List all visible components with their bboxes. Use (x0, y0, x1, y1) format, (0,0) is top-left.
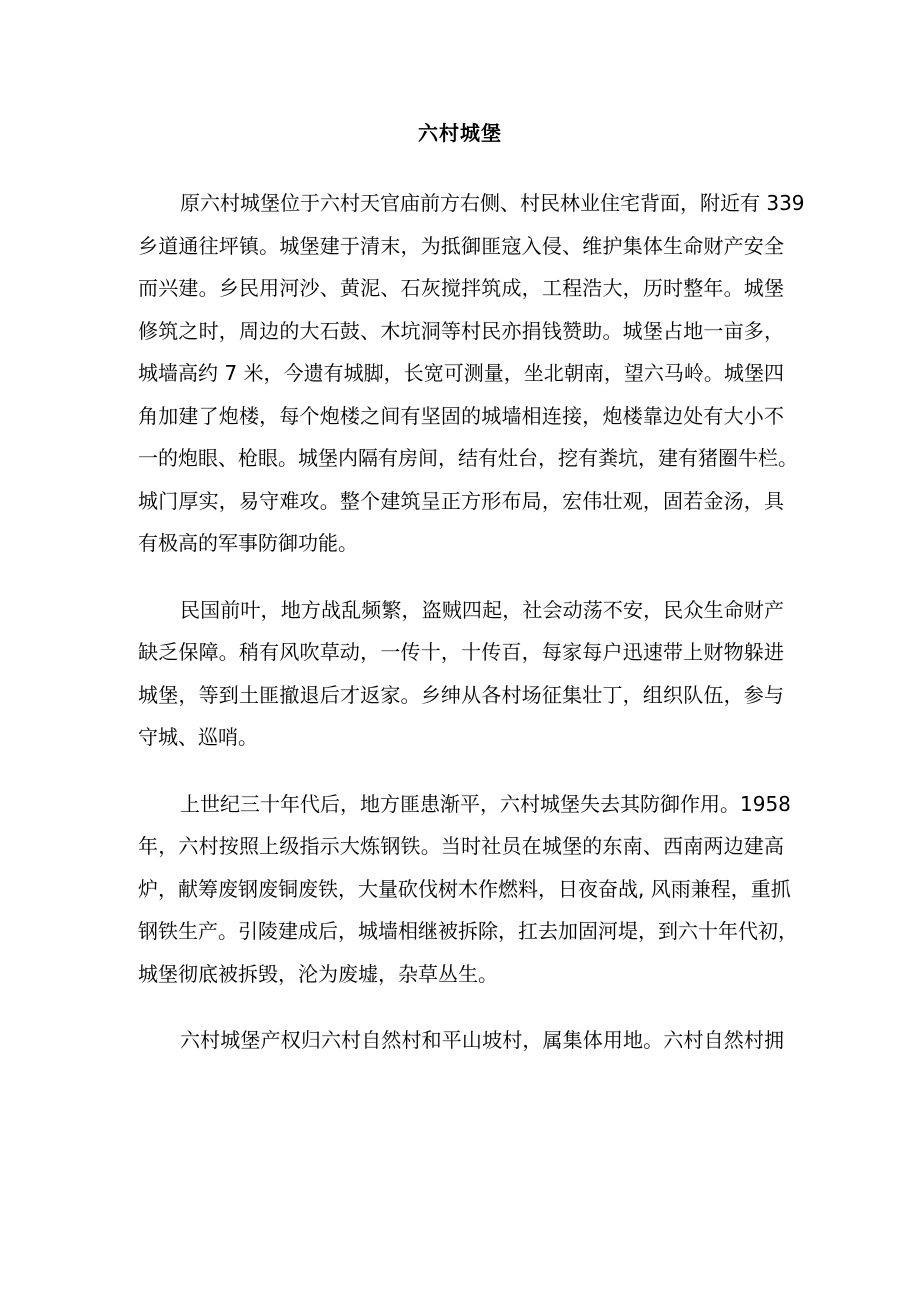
document-title: 六村城堡 (418, 121, 502, 145)
text-line: 炉，献筹废钢废铜废铁，大量砍伐树木作燃料，日夜奋战, 风雨兼程，重抓 (138, 876, 791, 901)
paragraph-3 (138, 783, 798, 996)
text-line: 一的炮眼、枪眼。城堡内隔有房间，结有灶台，挖有粪坑，建有猪圈牛栏。 (138, 446, 798, 470)
text-line: 有极高的军事防御功能。 (138, 531, 358, 555)
text-line: 上世纪三十年代后，地方匪患渐平，六村城堡失去其防御作用。1958 (180, 791, 791, 816)
text-line: 民国前叶，地方战乱频繁，盗贼四起，社会动荡不安，民众生命财产 (180, 597, 784, 622)
text-line: 城墙高约 7 米，今遗有城脚，长宽可测量，坐北朝南，望六马岭。城堡四 (138, 361, 784, 385)
text-line: 六村城堡产权归六村自然村和平山坡村，属集体用地。六村自然村拥 (180, 1028, 784, 1052)
text-line: 城堡彻底被拆毁，沦为废墟，杂草丛生。 (138, 961, 498, 986)
text-line: 乡道通往坪镇。城堡建于清末，为抵御匪寇入侵、维护集体生命财产安全 (138, 233, 784, 258)
paragraph-2 (138, 589, 784, 759)
paragraph-1 (138, 182, 805, 565)
text-line: 角加建了炮楼，每个炮楼之间有坚固的城墙相连接，炮楼靠边处有大小不 (138, 403, 784, 428)
text-line: 修筑之时，周边的大石鼓、木坑洞等村民亦捐钱赞助。城堡占地一亩多， (138, 318, 784, 343)
text-line: 城堡，等到土匪撤退后才返家。乡绅从各村场征集壮丁，组织队伍，参与 (138, 682, 784, 707)
text-line: 钢铁生产。引陵建成后，城墙相继被拆除，扛去加固河堤，到六十年代初， (138, 919, 798, 943)
text-line: 城门厚实，易守难攻。整个建筑呈正方形布局，宏伟壮观，固若金汤，具 (138, 488, 784, 513)
text-line: 原六村城堡位于六村天官庙前方右侧、村民林业住宅背面，附近有 339 (180, 191, 805, 215)
text-line: 缺乏保障。稍有风吹草动，一传十，十传百，每家每户迅速带上财物躲进 (138, 640, 784, 664)
paragraph-4 (138, 1019, 784, 1062)
text-line: 而兴建。乡民用河沙、黄泥、石灰搅拌筑成，工程浩大，历时整年。城堡 (138, 276, 784, 300)
document-body (138, 182, 805, 1086)
text-line: 守城、巡哨。 (138, 725, 258, 749)
text-line: 年，六村按照上级指示大炼钢铁。当时社员在城堡的东南、西南两边建高 (138, 834, 784, 858)
